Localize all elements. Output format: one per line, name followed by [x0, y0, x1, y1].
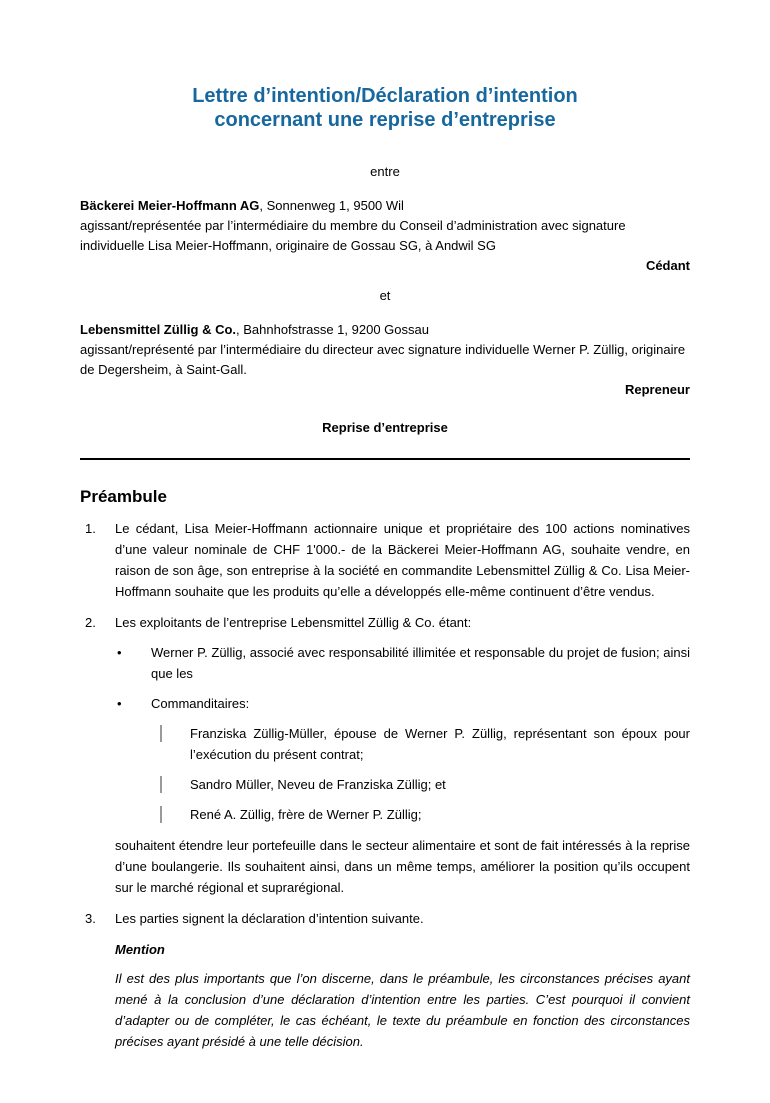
- mention-heading: Mention: [115, 942, 165, 957]
- round-bullet-icon: •: [117, 696, 122, 711]
- preamble-item-2-number: 2.: [85, 615, 96, 630]
- party-cedant-name: Bäckerei Meier-Hoffmann AG: [80, 198, 260, 213]
- party-repreneur-block: [80, 320, 690, 400]
- preamble-item-2-text: Les exploitants de l’entreprise Lebensmittel Züllig & Co. étant:: [115, 615, 472, 630]
- preamble-item-3: [80, 908, 690, 929]
- sub-bullet-item-sandro-text: Sandro Müller, Neveu de Franziska Züllig; et: [190, 777, 446, 792]
- party-repreneur-name: Lebensmittel Züllig & Co.: [80, 322, 237, 337]
- bullet-item-commanditaires: [117, 693, 690, 714]
- and-label: et: [379, 288, 391, 303]
- party-cedant-description: agissant/représentée par l’intermédiaire du membre du Conseil d’administration avec signature individuelle Lisa Meier-Hoffmann, originaire de Gossau SG, à Andwil SG: [80, 218, 626, 253]
- document-title-line2: concernant une reprise d’entreprise: [214, 109, 556, 131]
- sub-bullet-item-franziska: [160, 723, 690, 765]
- square-bullet-icon: [160, 774, 190, 795]
- round-bullet-icon: •: [117, 645, 122, 660]
- party-repreneur-role: Repreneur: [624, 382, 690, 397]
- party-cedant-role: Cédant: [645, 258, 690, 273]
- square-bullet-icon: [160, 723, 190, 765]
- party-repreneur-heading: [80, 320, 690, 340]
- party-cedant-block: [80, 196, 690, 276]
- party-repreneur-address: , Bahnhofstrasse 1, 9200 Gossau: [236, 322, 429, 337]
- square-bullet-icon: [160, 804, 190, 825]
- preamble-item-2: [80, 612, 690, 633]
- preamble-item-1-number: 1.: [85, 521, 96, 536]
- party-cedant-address: , Sonnenweg 1, 9500 Wil: [259, 198, 404, 213]
- sub-bullet-item-rene-text: René A. Züllig, frère de Werner P. Züllig;: [190, 807, 422, 822]
- document-title-line1: Lettre d’intention/Déclaration d’intention: [192, 85, 578, 107]
- sub-bullet-item-rene: [160, 804, 690, 825]
- preamble-item-3-text: Les parties signent la déclaration d’intention suivante.: [115, 911, 424, 926]
- mention-text: Il est des plus importants que l’on discerne, dans le préambule, les circonstances précises ayant mené à la conclusion d’une déclaration d’intention entre les parties. C’est pourquoi il convient d’adapter ou de compléter, le cas échéant, le texte du préambule en fonction des circonstances précises ayant présidé à une telle décision.: [115, 971, 690, 1049]
- sub-bullet-item-sandro: [160, 774, 690, 795]
- document-title: [80, 84, 690, 132]
- preamble-item-2-continuation: souhaitent étendre leur portefeuille dans le secteur alimentaire et sont de fait intéressés à la reprise d’une boulangerie. Ils souhaitent ainsi, dans un même temps, améliorer la position qu’ils occupent sur le marché régional et suprarégional.: [115, 838, 690, 895]
- sub-bullet-item-franziska-text: Franziska Züllig-Müller, épouse de Werner P. Züllig, représentant son époux pour l’exécution du présent contrat;: [190, 726, 690, 762]
- party-cedant-heading: [80, 196, 690, 216]
- section-divider: [80, 458, 690, 460]
- bullet-item-werner-text: Werner P. Züllig, associé avec responsabilité illimitée et responsable du projet de fusion; ainsi que les: [151, 645, 690, 681]
- preamble-heading: Préambule: [80, 487, 167, 506]
- preamble-item-1: [80, 518, 690, 602]
- party-repreneur-description: agissant/représenté par l’intermédiaire du directeur avec signature individuelle Werner P. Züllig, originaire de Degersheim, à Saint-Gall.: [80, 342, 686, 377]
- bullet-item-werner: [117, 642, 690, 684]
- preamble-item-3-number: 3.: [85, 911, 96, 926]
- between-label: entre: [370, 164, 400, 179]
- contract-subject: Reprise d’entreprise: [322, 420, 448, 435]
- preamble-item-1-text: Le cédant, Lisa Meier-Hoffmann actionnaire unique et propriétaire des 100 actions nominatives d’une valeur nominale de CHF 1'000.- de la Bäckerei Meier-Hoffmann AG, souhaite vendre, en raison de son âge, son entreprise à la société en commandite Lebensmittel Züllig & Co. Lisa Meier-Hoffmann souhaite que les produits qu’elle a développés elle-même continuent d’être vendus.: [115, 521, 690, 599]
- bullet-item-commanditaires-text: Commanditaires:: [151, 696, 250, 711]
